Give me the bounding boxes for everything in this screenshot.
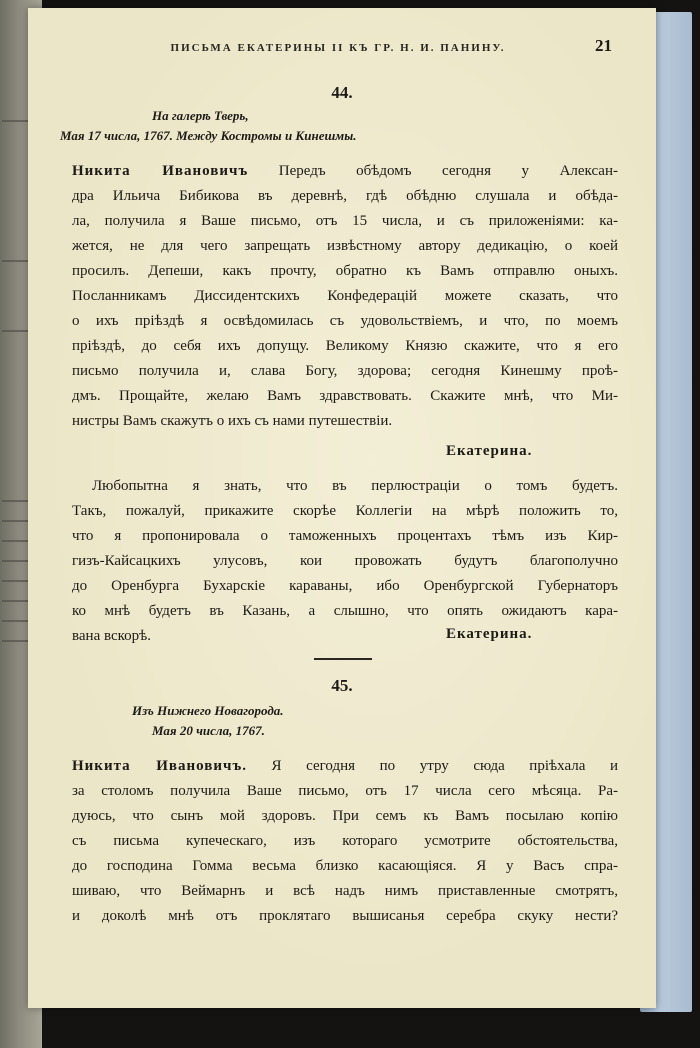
- text-line: шиваю, что Веймарнъ и всѣ надъ нимъ приставленные смотрятъ,: [72, 883, 618, 899]
- text-line: Никита Ивановичъ Передъ обѣдомъ сегодня у Алексан-: [72, 163, 618, 179]
- text-line: жется, не для чего запрещать извѣстному автору дедикацію, о коей: [72, 238, 618, 254]
- text-line: что я пропонировала о таможенныхъ процентахъ тѣмъ изъ Кир-: [72, 528, 618, 544]
- letter-number: 45.: [331, 676, 353, 695]
- text-line: вана вскорѣ.: [72, 628, 152, 644]
- text-line: ла, получила я Ваше письмо, отъ 15 числа, и съ приложеніями: ка-: [72, 213, 618, 229]
- text-line: съ письма купеческаго, изъ котораго усмотрите обстоятельства,: [72, 833, 618, 849]
- text-line: до Оренбурга Бухарскіе караваны, ибо Оренбургской Губернаторъ: [72, 578, 618, 594]
- text-line: дмъ. Прощайте, желаю Вамъ здравствовать. Скажите мнѣ, что Ми-: [72, 388, 618, 404]
- text-line: до господина Гомма весьма близко касающіяся. Я у Васъ спра-: [72, 858, 618, 874]
- text-line: Любопытна я знать, что въ перлюстраціи о томъ будетъ.: [92, 478, 618, 494]
- salutation: Никита Ивановичъ: [72, 163, 249, 179]
- letter-date: Мая 17 числа, 1767. Между Костромы и Кинешмы.: [60, 128, 357, 143]
- text-line: Никита Ивановичъ. Я сегодня по утру сюда пріѣхала и: [72, 758, 618, 774]
- signature: Екатерина.: [446, 443, 533, 459]
- text-line: просилъ. Депеши, какъ прочту, обратно къ Вамъ отправлю оныхъ.: [72, 263, 618, 279]
- section-divider: [314, 658, 372, 660]
- letter-date: Мая 20 числа, 1767.: [152, 723, 265, 738]
- text-line: гизъ-Кайсацкихъ улусовъ, кои провожать будутъ благополучно: [72, 553, 618, 569]
- page-number: 21: [595, 36, 612, 55]
- letter-number: 44.: [331, 83, 353, 102]
- text-line: нистры Вамъ скажутъ о ихъ съ нами путешествіи.: [72, 413, 393, 429]
- text-line: Такъ, пожалуй, прикажите скорѣе Коллегіи на мѣрѣ положить то,: [72, 503, 618, 519]
- text-line: Посланникамъ Диссидентскихъ Конфедерацій можете сказать, что: [72, 288, 618, 304]
- text-line: и доколѣ мнѣ отъ проклятаго вышисанья серебра скуку нести?: [72, 908, 618, 924]
- text-line: дра Ильича Бибикова въ деревнѣ, гдѣ обѣдню слушала и обѣда-: [72, 188, 618, 204]
- letter-place: На галерѣ Тверь,: [152, 108, 249, 123]
- salutation: Никита Ивановичъ.: [72, 758, 247, 774]
- text-line: о ихъ пріѣздѣ я освѣдомилась съ удовольствіемъ, и что, по моемъ: [72, 313, 618, 329]
- signature: Екатерина.: [446, 626, 533, 642]
- text-line: пріѣздѣ, до себя ихъ допущу. Великому Князю скажите, что я его: [72, 338, 618, 354]
- text-line: ко мнѣ будетъ въ Казань, а слышно, что опять ожидаютъ кара-: [72, 603, 618, 619]
- text-line: дуюсь, что сынъ мой здоровъ. При семъ къ Вамъ посылаю копію: [72, 808, 618, 824]
- running-head: ПИСЬМА ЕКАТЕРИНЫ II КЪ ГР. Н. И. ПАНИНУ.: [170, 42, 506, 54]
- text-line: письмо получила и, слава Богу, здорова; сегодня Кинешму проѣ-: [72, 363, 618, 379]
- book-page: [28, 8, 656, 1008]
- text-line: за столомъ получила Ваше письмо, отъ 17 числа сего мѣсяца. Ра-: [72, 783, 618, 799]
- letter-place: Изъ Нижнего Новагорода.: [132, 703, 284, 718]
